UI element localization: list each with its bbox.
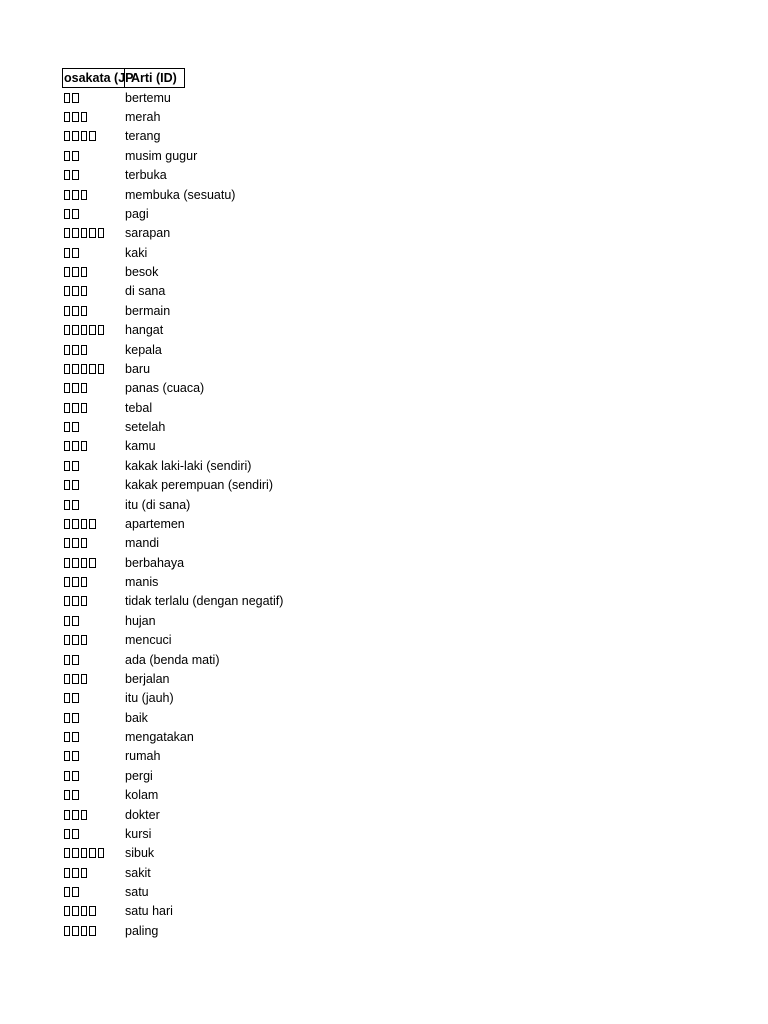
kosakata-jp-cell[interactable]	[62, 190, 125, 200]
kosakata-jp-cell[interactable]	[62, 771, 125, 781]
kosakata-jp-cell[interactable]	[62, 112, 125, 122]
arti-id-cell[interactable]: bermain	[125, 303, 171, 318]
missing-glyph-icon	[81, 441, 87, 451]
table-row	[62, 592, 283, 611]
arti-id-cell[interactable]: kolam	[125, 788, 159, 803]
missing-glyph-icon	[64, 500, 70, 510]
missing-glyph-icon	[72, 209, 78, 219]
missing-glyph-icon	[81, 926, 87, 936]
missing-glyph-icon	[64, 596, 70, 606]
missing-glyph-icon	[64, 693, 70, 703]
kosakata-jp-cell[interactable]	[62, 577, 125, 587]
arti-id-cell[interactable]: musim gugur	[125, 148, 198, 163]
arti-id-cell[interactable]: baru	[125, 361, 151, 376]
kosakata-jp-cell[interactable]	[62, 131, 125, 141]
missing-glyph-icon	[98, 848, 104, 858]
arti-id-cell[interactable]: sibuk	[125, 846, 155, 861]
arti-id-cell[interactable]: terbuka	[125, 168, 167, 183]
missing-glyph-icon	[72, 616, 78, 626]
missing-glyph-icon	[81, 325, 87, 335]
missing-glyph-icon	[72, 461, 78, 471]
missing-glyph-icon	[81, 538, 87, 548]
arti-id-cell[interactable]: bertemu	[125, 90, 171, 105]
arti-id-cell[interactable]: itu (di sana)	[125, 497, 191, 512]
missing-glyph-icon	[64, 286, 70, 296]
kosakata-jp-cell[interactable]	[62, 383, 125, 393]
missing-glyph-icon	[81, 519, 87, 529]
missing-glyph-icon	[72, 228, 78, 238]
table-row	[62, 766, 283, 785]
missing-glyph-icon	[72, 403, 78, 413]
missing-glyph-icon	[64, 519, 70, 529]
missing-glyph-icon	[64, 441, 70, 451]
missing-glyph-icon	[64, 403, 70, 413]
kosakata-jp-cell[interactable]	[62, 558, 125, 568]
kosakata-jp-cell[interactable]	[62, 461, 125, 471]
missing-glyph-icon	[72, 306, 78, 316]
missing-glyph-icon	[81, 674, 87, 684]
missing-glyph-icon	[72, 655, 78, 665]
kosakata-jp-cell[interactable]	[62, 906, 125, 916]
missing-glyph-icon	[72, 325, 78, 335]
missing-glyph-icon	[72, 771, 78, 781]
missing-glyph-icon	[81, 635, 87, 645]
vocabulary-list	[62, 88, 283, 941]
missing-glyph-icon	[81, 345, 87, 355]
kosakata-jp-cell[interactable]	[62, 616, 125, 626]
kosakata-jp-cell[interactable]	[62, 635, 125, 645]
table-row	[62, 786, 283, 805]
missing-glyph-icon	[64, 131, 70, 141]
missing-glyph-icon	[64, 112, 70, 122]
kosakata-jp-cell[interactable]	[62, 267, 125, 277]
kosakata-jp-cell[interactable]	[62, 364, 125, 374]
missing-glyph-icon	[81, 403, 87, 413]
missing-glyph-icon	[64, 655, 70, 665]
missing-glyph-icon	[89, 906, 95, 916]
arti-id-cell[interactable]: setelah	[125, 420, 166, 435]
kosakata-jp-cell[interactable]	[62, 325, 125, 335]
missing-glyph-icon	[89, 228, 95, 238]
missing-glyph-icon	[72, 790, 78, 800]
kosakata-jp-cell[interactable]	[62, 248, 125, 258]
missing-glyph-icon	[72, 848, 78, 858]
missing-glyph-icon	[81, 112, 87, 122]
kosakata-jp-cell[interactable]	[62, 713, 125, 723]
missing-glyph-icon	[81, 228, 87, 238]
missing-glyph-icon	[72, 577, 78, 587]
kosakata-jp-cell[interactable]	[62, 422, 125, 432]
missing-glyph-icon	[64, 868, 70, 878]
missing-glyph-icon	[72, 441, 78, 451]
arti-id-cell[interactable]: manis	[125, 575, 159, 590]
arti-id-cell[interactable]: hujan	[125, 613, 156, 628]
missing-glyph-icon	[64, 345, 70, 355]
table-row	[62, 553, 283, 572]
missing-glyph-icon	[64, 325, 70, 335]
table-row	[62, 88, 283, 107]
table-row	[62, 727, 283, 746]
missing-glyph-icon	[64, 248, 70, 258]
table-row	[62, 224, 283, 243]
missing-glyph-icon	[64, 906, 70, 916]
missing-glyph-icon	[89, 848, 95, 858]
kosakata-jp-cell[interactable]	[62, 480, 125, 490]
arti-id-cell[interactable]: kepala	[125, 342, 162, 357]
missing-glyph-icon	[72, 751, 78, 761]
missing-glyph-icon	[89, 926, 95, 936]
missing-glyph-icon	[81, 810, 87, 820]
table-row	[62, 631, 283, 650]
table-row	[62, 534, 283, 553]
kosakata-jp-cell[interactable]	[62, 887, 125, 897]
missing-glyph-icon	[89, 131, 95, 141]
table-row	[62, 166, 283, 185]
missing-glyph-icon	[81, 306, 87, 316]
arti-id-cell[interactable]: di sana	[125, 284, 166, 299]
missing-glyph-icon	[64, 538, 70, 548]
missing-glyph-icon	[64, 751, 70, 761]
missing-glyph-icon	[89, 364, 95, 374]
missing-glyph-icon	[72, 713, 78, 723]
missing-glyph-icon	[64, 674, 70, 684]
missing-glyph-icon	[64, 616, 70, 626]
table-row	[62, 340, 283, 359]
missing-glyph-icon	[81, 558, 87, 568]
missing-glyph-icon	[72, 364, 78, 374]
arti-id-cell[interactable]: pagi	[125, 206, 149, 221]
table-row	[62, 301, 283, 320]
kosakata-jp-cell[interactable]	[62, 655, 125, 665]
header-kosakata-jp[interactable]: osakata (JP	[62, 68, 124, 88]
missing-glyph-icon	[64, 790, 70, 800]
missing-glyph-icon	[81, 868, 87, 878]
arti-id-cell[interactable]: kaki	[125, 245, 148, 260]
arti-id-cell[interactable]: pergi	[125, 768, 153, 783]
missing-glyph-icon	[72, 112, 78, 122]
table-row	[62, 572, 283, 591]
missing-glyph-icon	[72, 596, 78, 606]
missing-glyph-icon	[72, 538, 78, 548]
table-row	[62, 243, 283, 262]
missing-glyph-icon	[72, 926, 78, 936]
table-row	[62, 127, 283, 146]
missing-glyph-icon	[64, 383, 70, 393]
missing-glyph-icon	[81, 906, 87, 916]
table-row	[62, 204, 283, 223]
kosakata-jp-cell[interactable]	[62, 286, 125, 296]
table-row	[62, 262, 283, 281]
missing-glyph-icon	[81, 267, 87, 277]
missing-glyph-icon	[64, 170, 70, 180]
arti-id-cell[interactable]: merah	[125, 110, 161, 125]
arti-id-cell[interactable]: berbahaya	[125, 555, 185, 570]
kosakata-jp-cell[interactable]	[62, 228, 125, 238]
missing-glyph-icon	[72, 345, 78, 355]
missing-glyph-icon	[81, 848, 87, 858]
missing-glyph-icon	[64, 558, 70, 568]
arti-id-cell[interactable]: membuka (sesuatu)	[125, 187, 236, 202]
table-row	[62, 650, 283, 669]
kosakata-jp-cell[interactable]	[62, 538, 125, 548]
kosakata-jp-cell[interactable]	[62, 732, 125, 742]
missing-glyph-icon	[64, 151, 70, 161]
arti-id-cell[interactable]: tebal	[125, 400, 153, 415]
missing-glyph-icon	[98, 228, 104, 238]
missing-glyph-icon	[64, 480, 70, 490]
table-row	[62, 863, 283, 882]
missing-glyph-icon	[64, 267, 70, 277]
missing-glyph-icon	[72, 500, 78, 510]
header-arti-id[interactable]: Arti (ID)	[124, 68, 185, 88]
missing-glyph-icon	[72, 887, 78, 897]
arti-id-cell[interactable]: mandi	[125, 536, 160, 551]
table-row	[62, 146, 283, 165]
kosakata-jp-cell[interactable]	[62, 829, 125, 839]
table-row	[62, 398, 283, 417]
missing-glyph-icon	[64, 306, 70, 316]
arti-id-cell[interactable]: kamu	[125, 439, 156, 454]
table-row	[62, 437, 283, 456]
table-row	[62, 185, 283, 204]
missing-glyph-icon	[98, 325, 104, 335]
missing-glyph-icon	[72, 190, 78, 200]
missing-glyph-icon	[64, 190, 70, 200]
missing-glyph-icon	[64, 732, 70, 742]
table-row	[62, 844, 283, 863]
missing-glyph-icon	[64, 364, 70, 374]
missing-glyph-icon	[64, 577, 70, 587]
table-row	[62, 882, 283, 901]
arti-id-cell[interactable]: dokter	[125, 807, 160, 822]
missing-glyph-icon	[64, 461, 70, 471]
arti-id-cell[interactable]: baik	[125, 710, 148, 725]
arti-id-cell[interactable]: mencuci	[125, 633, 172, 648]
missing-glyph-icon	[81, 577, 87, 587]
missing-glyph-icon	[72, 674, 78, 684]
missing-glyph-icon	[81, 190, 87, 200]
missing-glyph-icon	[64, 887, 70, 897]
kosakata-jp-cell[interactable]	[62, 693, 125, 703]
arti-id-cell[interactable]: apartemen	[125, 516, 185, 531]
kosakata-jp-cell[interactable]	[62, 519, 125, 529]
table-row	[62, 514, 283, 533]
missing-glyph-icon	[72, 732, 78, 742]
missing-glyph-icon	[81, 383, 87, 393]
arti-id-cell[interactable]: berjalan	[125, 671, 170, 686]
arti-id-cell[interactable]: kakak perempuan (sendiri)	[125, 478, 273, 493]
missing-glyph-icon	[72, 635, 78, 645]
missing-glyph-icon	[72, 131, 78, 141]
missing-glyph-icon	[81, 286, 87, 296]
missing-glyph-icon	[64, 209, 70, 219]
table-row	[62, 708, 283, 727]
table-row	[62, 417, 283, 436]
missing-glyph-icon	[98, 364, 104, 374]
arti-id-cell[interactable]: besok	[125, 265, 159, 280]
table-row	[62, 689, 283, 708]
missing-glyph-icon	[64, 228, 70, 238]
missing-glyph-icon	[72, 480, 78, 490]
vocabulary-sheet	[62, 68, 283, 941]
missing-glyph-icon	[72, 286, 78, 296]
arti-id-cell[interactable]: kursi	[125, 826, 152, 841]
kosakata-jp-cell[interactable]	[62, 403, 125, 413]
missing-glyph-icon	[72, 829, 78, 839]
missing-glyph-icon	[64, 829, 70, 839]
arti-id-cell[interactable]: satu	[125, 885, 149, 900]
arti-id-cell[interactable]: mengatakan	[125, 730, 194, 745]
kosakata-jp-cell[interactable]	[62, 306, 125, 316]
header-row	[62, 68, 283, 88]
arti-id-cell[interactable]: itu (jauh)	[125, 691, 174, 706]
table-row	[62, 379, 283, 398]
arti-id-cell[interactable]: hangat	[125, 323, 164, 338]
missing-glyph-icon	[72, 422, 78, 432]
missing-glyph-icon	[64, 810, 70, 820]
kosakata-jp-cell[interactable]	[62, 790, 125, 800]
missing-glyph-icon	[72, 267, 78, 277]
missing-glyph-icon	[89, 558, 95, 568]
table-row	[62, 321, 283, 340]
missing-glyph-icon	[64, 422, 70, 432]
table-row	[62, 282, 283, 301]
kosakata-jp-cell[interactable]	[62, 926, 125, 936]
missing-glyph-icon	[64, 635, 70, 645]
arti-id-cell[interactable]: kakak laki-laki (sendiri)	[125, 458, 252, 473]
arti-id-cell[interactable]: rumah	[125, 749, 161, 764]
table-row	[62, 495, 283, 514]
kosakata-jp-cell[interactable]	[62, 93, 125, 103]
kosakata-jp-cell[interactable]	[62, 868, 125, 878]
missing-glyph-icon	[81, 364, 87, 374]
missing-glyph-icon	[89, 325, 95, 335]
table-row	[62, 456, 283, 475]
table-row	[62, 611, 283, 630]
table-row	[62, 107, 283, 126]
kosakata-jp-cell[interactable]	[62, 810, 125, 820]
kosakata-jp-cell[interactable]	[62, 596, 125, 606]
kosakata-jp-cell[interactable]	[62, 674, 125, 684]
missing-glyph-icon	[64, 771, 70, 781]
arti-id-cell[interactable]: terang	[125, 129, 161, 144]
table-row	[62, 747, 283, 766]
missing-glyph-icon	[89, 519, 95, 529]
arti-id-cell[interactable]: sakit	[125, 865, 151, 880]
arti-id-cell[interactable]: satu hari	[125, 904, 173, 919]
kosakata-jp-cell[interactable]	[62, 848, 125, 858]
kosakata-jp-cell[interactable]	[62, 151, 125, 161]
missing-glyph-icon	[72, 248, 78, 258]
missing-glyph-icon	[72, 151, 78, 161]
arti-id-cell[interactable]: sarapan	[125, 226, 171, 241]
missing-glyph-icon	[72, 93, 78, 103]
arti-id-cell[interactable]: panas (cuaca)	[125, 381, 205, 396]
kosakata-jp-cell[interactable]	[62, 441, 125, 451]
missing-glyph-icon	[72, 906, 78, 916]
missing-glyph-icon	[64, 93, 70, 103]
missing-glyph-icon	[72, 693, 78, 703]
table-row	[62, 805, 283, 824]
missing-glyph-icon	[81, 131, 87, 141]
missing-glyph-icon	[72, 170, 78, 180]
missing-glyph-icon	[64, 713, 70, 723]
missing-glyph-icon	[64, 848, 70, 858]
missing-glyph-icon	[81, 596, 87, 606]
kosakata-jp-cell[interactable]	[62, 751, 125, 761]
missing-glyph-icon	[72, 383, 78, 393]
kosakata-jp-cell[interactable]	[62, 500, 125, 510]
missing-glyph-icon	[72, 868, 78, 878]
kosakata-jp-cell[interactable]	[62, 209, 125, 219]
missing-glyph-icon	[72, 519, 78, 529]
arti-id-cell[interactable]: paling	[125, 923, 159, 938]
kosakata-jp-cell[interactable]	[62, 170, 125, 180]
missing-glyph-icon	[64, 926, 70, 936]
table-row	[62, 669, 283, 688]
table-row	[62, 359, 283, 378]
arti-id-cell[interactable]: tidak terlalu (dengan negatif)	[125, 594, 284, 609]
missing-glyph-icon	[72, 810, 78, 820]
table-row	[62, 902, 283, 921]
kosakata-jp-cell[interactable]	[62, 345, 125, 355]
table-row	[62, 921, 283, 940]
table-row	[62, 476, 283, 495]
missing-glyph-icon	[72, 558, 78, 568]
table-row	[62, 824, 283, 843]
arti-id-cell[interactable]: ada (benda mati)	[125, 652, 220, 667]
